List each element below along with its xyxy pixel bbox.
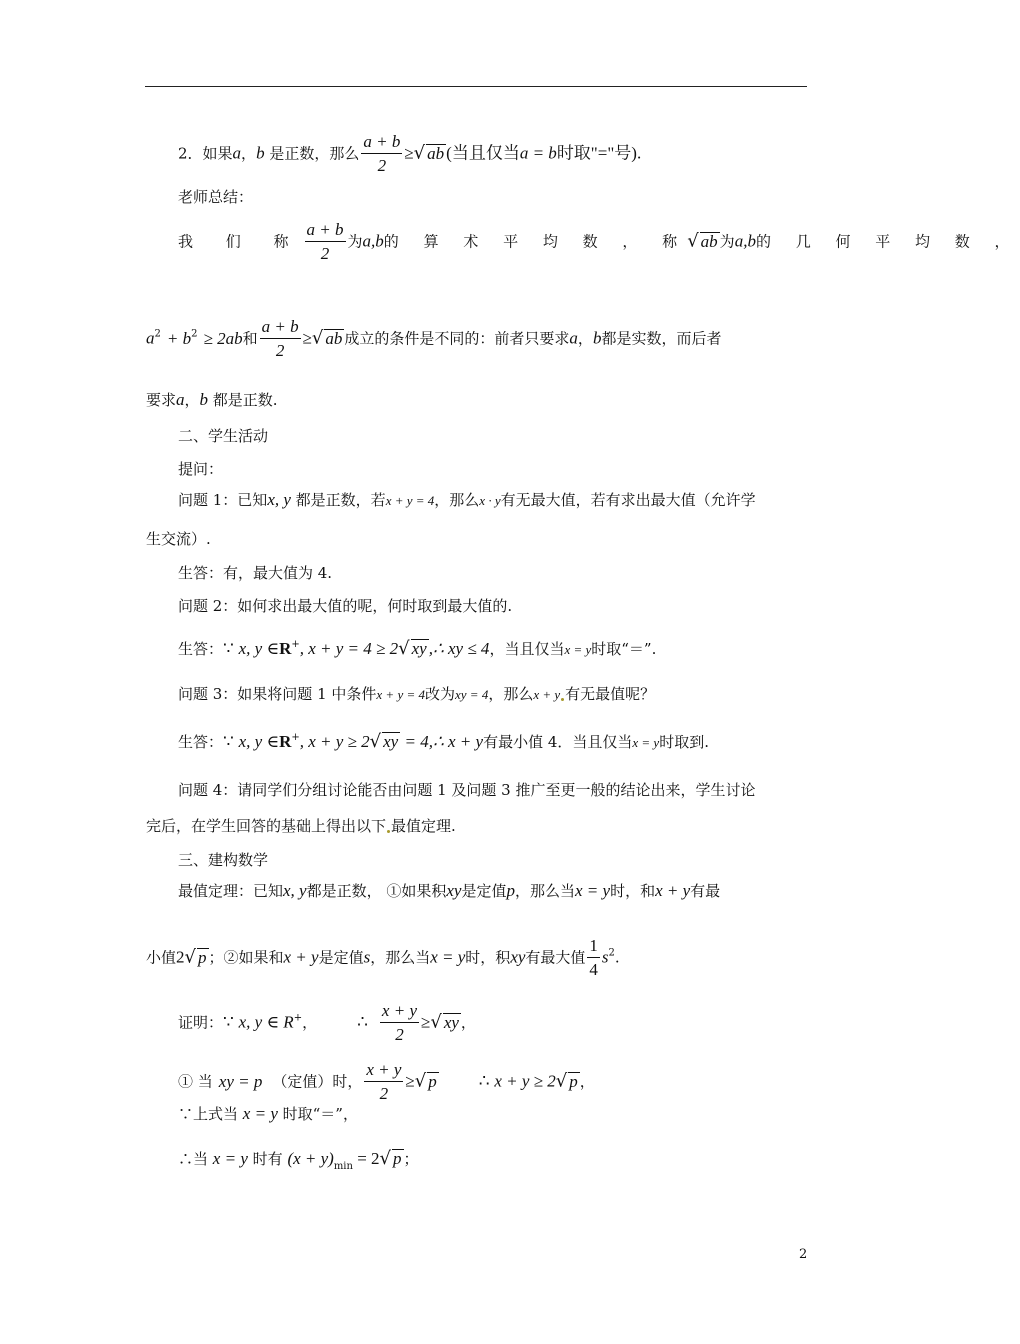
q3-t2: 改为 <box>425 685 456 703</box>
th-t10: ，那么当 <box>370 948 431 967</box>
q1-cond: x + y = 4 <box>385 493 435 508</box>
and-word: 和 <box>242 329 258 348</box>
a3-t3: 时取到. <box>659 733 709 751</box>
radical-icon: √ <box>687 230 699 252</box>
frac-num: 1 <box>587 935 600 958</box>
radical-icon: √ <box>414 1070 427 1092</box>
proof-l4-t1: ∴当 <box>178 1150 209 1168</box>
q3-cond1: x + y = 4 <box>376 687 425 702</box>
a3-m3: = 4,∴ x + y <box>400 732 484 751</box>
proof-t2: ， <box>460 1013 476 1032</box>
var-ab-2: a,b <box>734 231 756 251</box>
radical-icon: √ <box>398 638 410 659</box>
var-a: a <box>146 328 155 348</box>
proof-l3-t2: 时取“＝”， <box>282 1105 358 1123</box>
frac-num: a + b <box>361 131 402 154</box>
fraction-summary <box>305 219 346 266</box>
cond-open: (当且仅当 <box>446 143 520 163</box>
question-3-line <box>178 683 655 706</box>
proof-l2-t1: ① 当 <box>178 1072 213 1091</box>
ge-sign: ≥ <box>420 1012 431 1032</box>
var-a: a <box>176 390 185 409</box>
answer-3-line <box>178 727 709 754</box>
proof-l4-t2: 时有 <box>252 1150 283 1168</box>
q1-t1: 问题 1：已知 <box>178 491 268 509</box>
var-s: s <box>363 947 371 967</box>
summary-t4: 为 <box>719 232 735 251</box>
radical-icon: √ <box>555 1070 568 1092</box>
section-3-heading: 三、建构数学 <box>178 851 269 869</box>
q1-t4: 有无最大值，若有求出最大值（允许学 <box>500 491 756 509</box>
q1-t2: 都是正数，若 <box>290 491 386 509</box>
item-2-line <box>178 131 641 178</box>
frac-num: a + b <box>260 316 301 339</box>
proof-l4-eq2: = 2 <box>352 1149 380 1168</box>
var-b: b <box>592 328 602 348</box>
coef-2: 2 <box>176 947 185 967</box>
frac-den: 2 <box>275 341 285 360</box>
a2-m1: x, y ∈ <box>238 639 280 658</box>
comma: ， <box>184 391 200 409</box>
proof-line-1 <box>178 1000 476 1047</box>
answer-2-line <box>178 634 656 661</box>
fraction-quarter <box>587 935 600 982</box>
q4-t2b: 最值定理. <box>391 817 456 835</box>
proof-l2-end: ， <box>579 1072 595 1091</box>
sup-2: 2 <box>154 328 161 340</box>
theorem-line-2 <box>146 935 620 982</box>
th-sum2: x + y <box>283 947 319 967</box>
q3-cond2: xy = 4 <box>455 687 489 702</box>
summary-t3: 的 算 术 平 均 数 ， 称 <box>383 232 688 251</box>
a3-t1: 生答： <box>178 733 224 751</box>
proof-l2-t2: （定值）时， <box>272 1072 363 1091</box>
a3-m1: x, y ∈ <box>238 732 280 751</box>
q3-t1: 问题 3：如果将问题 1 中条件 <box>178 685 377 703</box>
theorem-line-1 <box>178 880 720 902</box>
item-2-mid: 是正数，那么 <box>264 144 360 163</box>
var-ab: a,b <box>362 231 384 251</box>
q3-t4: 有无最值呢？ <box>565 685 656 703</box>
sqrt-arg: ab <box>325 328 343 348</box>
sqrt-arg: xy <box>383 732 399 751</box>
summary-t2: 为 <box>347 232 363 251</box>
frac-num: x + y <box>364 1059 403 1082</box>
a3-t2: 有最小值 4．当且仅当 <box>483 733 633 751</box>
sup-2: 2 <box>608 947 615 959</box>
ge-sign: ≥ <box>404 143 414 163</box>
var-xy: x, y <box>283 881 307 900</box>
fraction-proof <box>380 1000 419 1047</box>
th-t3: 是定值 <box>461 882 507 900</box>
summary-t1: 我 们 称 <box>178 232 303 251</box>
fraction-proof-2 <box>364 1059 403 1106</box>
th-eq: x = y <box>575 881 611 900</box>
frac-den: 4 <box>589 960 598 979</box>
ge-2ab: ≥ 2ab <box>203 328 243 348</box>
sup-plus: + <box>291 639 300 650</box>
page-number: 2 <box>799 1247 808 1262</box>
comma: ， <box>577 329 593 348</box>
sub-min: min <box>333 1161 353 1172</box>
a2-t2: ，当且仅当 <box>489 640 565 658</box>
proof-line-4 <box>178 1148 419 1178</box>
question-1-cont: 生交流）. <box>146 530 211 548</box>
proof-l4-end: ； <box>403 1150 419 1168</box>
fraction-ineq <box>260 316 301 363</box>
because-icon: ∵ <box>223 639 234 658</box>
question-1-line <box>178 489 756 512</box>
sqrt-arg: xy <box>411 639 427 658</box>
sqrt-arg: ab <box>427 143 445 163</box>
item-2-lead: 2．如果 <box>178 144 233 163</box>
proof-l4-eq: x = y <box>212 1149 248 1168</box>
teacher-summary-heading: 老师总结： <box>178 188 254 206</box>
proof-l2-m: x + y ≥ 2 <box>494 1071 556 1091</box>
th-prod2: xy <box>510 947 526 967</box>
proof-l3-t1: ∵上式当 <box>178 1105 239 1123</box>
section-2-heading: 二、学生活动 <box>178 427 269 445</box>
therefore-icon: ∴ <box>357 1012 368 1032</box>
proof-line-2 <box>178 1059 595 1106</box>
question-2: 问题 2：如何求出最大值的呢，何时取到最大值的. <box>178 597 513 615</box>
sqrt-arg: ab <box>700 231 718 251</box>
th-t7: 小值 <box>146 948 177 967</box>
th-t11: 时，积 <box>465 948 511 967</box>
plus-b: + b <box>166 328 192 348</box>
req-t1: 要求 <box>146 391 177 409</box>
radical-icon: √ <box>311 327 324 349</box>
reals-symbol: R <box>279 639 292 658</box>
q1-prod: x · y <box>479 493 501 508</box>
fraction-arithmetic-mean <box>361 131 402 178</box>
th-sum: x + y <box>655 881 691 900</box>
summary-t5: 的 几 何 平 均 数 ， <box>755 232 1020 251</box>
comma: ， <box>302 1013 318 1032</box>
proof-line-3 <box>178 1103 358 1125</box>
radical-icon: √ <box>413 142 426 164</box>
var-xy: x, y <box>267 490 291 509</box>
radical-icon: √ <box>184 946 196 968</box>
var-p: p <box>506 881 515 900</box>
a2-t1: 生答： <box>178 640 224 658</box>
ge-sign: ≥ <box>405 1071 415 1091</box>
ineq-text-2: 都是实数，而后者 <box>601 329 722 348</box>
marker-dot <box>387 830 390 833</box>
var-a: a <box>569 328 578 348</box>
sqrt-arg: p <box>393 1149 402 1168</box>
answer-1: 生答：有，最大值为 4. <box>178 564 333 582</box>
frac-num: x + y <box>380 1000 419 1023</box>
th-eq2: x = y <box>430 947 466 967</box>
cond-eq: a = b <box>519 143 557 163</box>
ask-heading: 提问： <box>178 460 224 478</box>
q4-t2a: 完后，在学生回答的基础上得出以下 <box>146 817 387 835</box>
summary-line <box>178 219 1020 266</box>
th-t6: 有最 <box>690 882 721 900</box>
radical-icon: √ <box>379 1148 392 1169</box>
a2-t3: 时取“＝”. <box>591 640 657 658</box>
th-t2: 都是正数， ①如果积 <box>306 882 447 900</box>
th-t12: 有最大值 <box>525 948 586 967</box>
var-a: a <box>232 143 242 163</box>
cond-close: 时取"="号). <box>556 143 642 163</box>
q1-t3: ，那么 <box>434 491 480 509</box>
question-4-line: 问题 4：请同学们分组讨论能否由问题 1 及问题 3 推广至更一般的结论出来，学生讨论 <box>178 781 756 799</box>
proof-l4-expr: (x + y) <box>287 1149 334 1168</box>
req-t2: 都是正数. <box>208 391 278 409</box>
proof-l2-cond: xy = p <box>218 1071 263 1091</box>
sup-2b: 2 <box>191 328 198 340</box>
sqrt-arg: xy <box>443 1012 459 1032</box>
a2-m3: ,∴ xy ≤ 4 <box>428 639 490 658</box>
frac-den: 2 <box>395 1025 404 1044</box>
ineq-text: 成立的条件是不同的：前者只要求 <box>344 329 570 348</box>
th-t13: . <box>614 948 620 967</box>
therefore-icon: ∴ <box>478 1071 490 1091</box>
var-b: b <box>256 143 265 163</box>
th-t5: 时，和 <box>610 882 656 900</box>
question-4-cont <box>146 815 456 837</box>
var-b: b <box>199 390 209 409</box>
sqrt-arg: p <box>198 947 207 967</box>
a3-cond: x = y <box>632 735 660 750</box>
q3-expr: x + y <box>533 687 561 702</box>
comma: ， <box>241 144 257 163</box>
th-t4: ，那么当 <box>515 882 576 900</box>
frac-num: a + b <box>305 219 346 242</box>
sup-plus: + <box>291 732 300 743</box>
inequality-line <box>146 316 721 363</box>
th-t9: 是定值 <box>318 948 364 967</box>
radical-icon: √ <box>430 1011 442 1033</box>
sqrt-arg: p <box>428 1071 437 1091</box>
requirement-line <box>146 389 278 411</box>
because-icon: ∵ <box>223 732 234 751</box>
sqrt-arg: p <box>569 1071 578 1091</box>
radical-icon: √ <box>369 731 382 752</box>
header-rule <box>145 86 807 87</box>
reals-symbol: R <box>279 732 292 751</box>
frac-den: 2 <box>379 1084 389 1103</box>
sup-plus: + <box>293 1012 303 1024</box>
proof-m1: x, y ∈ R <box>238 1012 294 1032</box>
th-t1: 最值定理：已知 <box>178 882 284 900</box>
frac-den: 2 <box>320 244 330 263</box>
q3-t3: ，那么 <box>488 685 534 703</box>
var-s2: s <box>601 947 609 967</box>
th-t8: ；②如果和 <box>208 948 284 967</box>
frac-den: 2 <box>377 156 387 175</box>
because-icon: ∵ <box>223 1012 234 1032</box>
ge-sign: ≥ <box>302 328 312 348</box>
proof-l3-eq: x = y <box>242 1104 278 1123</box>
proof-t1: 证明： <box>178 1013 224 1032</box>
a2-cond: x = y <box>564 642 592 657</box>
a2-m2: , x + y = 4 ≥ 2 <box>299 639 399 658</box>
a3-m2: , x + y ≥ 2 <box>299 732 370 751</box>
marker-dot <box>561 698 564 701</box>
var-prod: xy <box>446 881 462 900</box>
